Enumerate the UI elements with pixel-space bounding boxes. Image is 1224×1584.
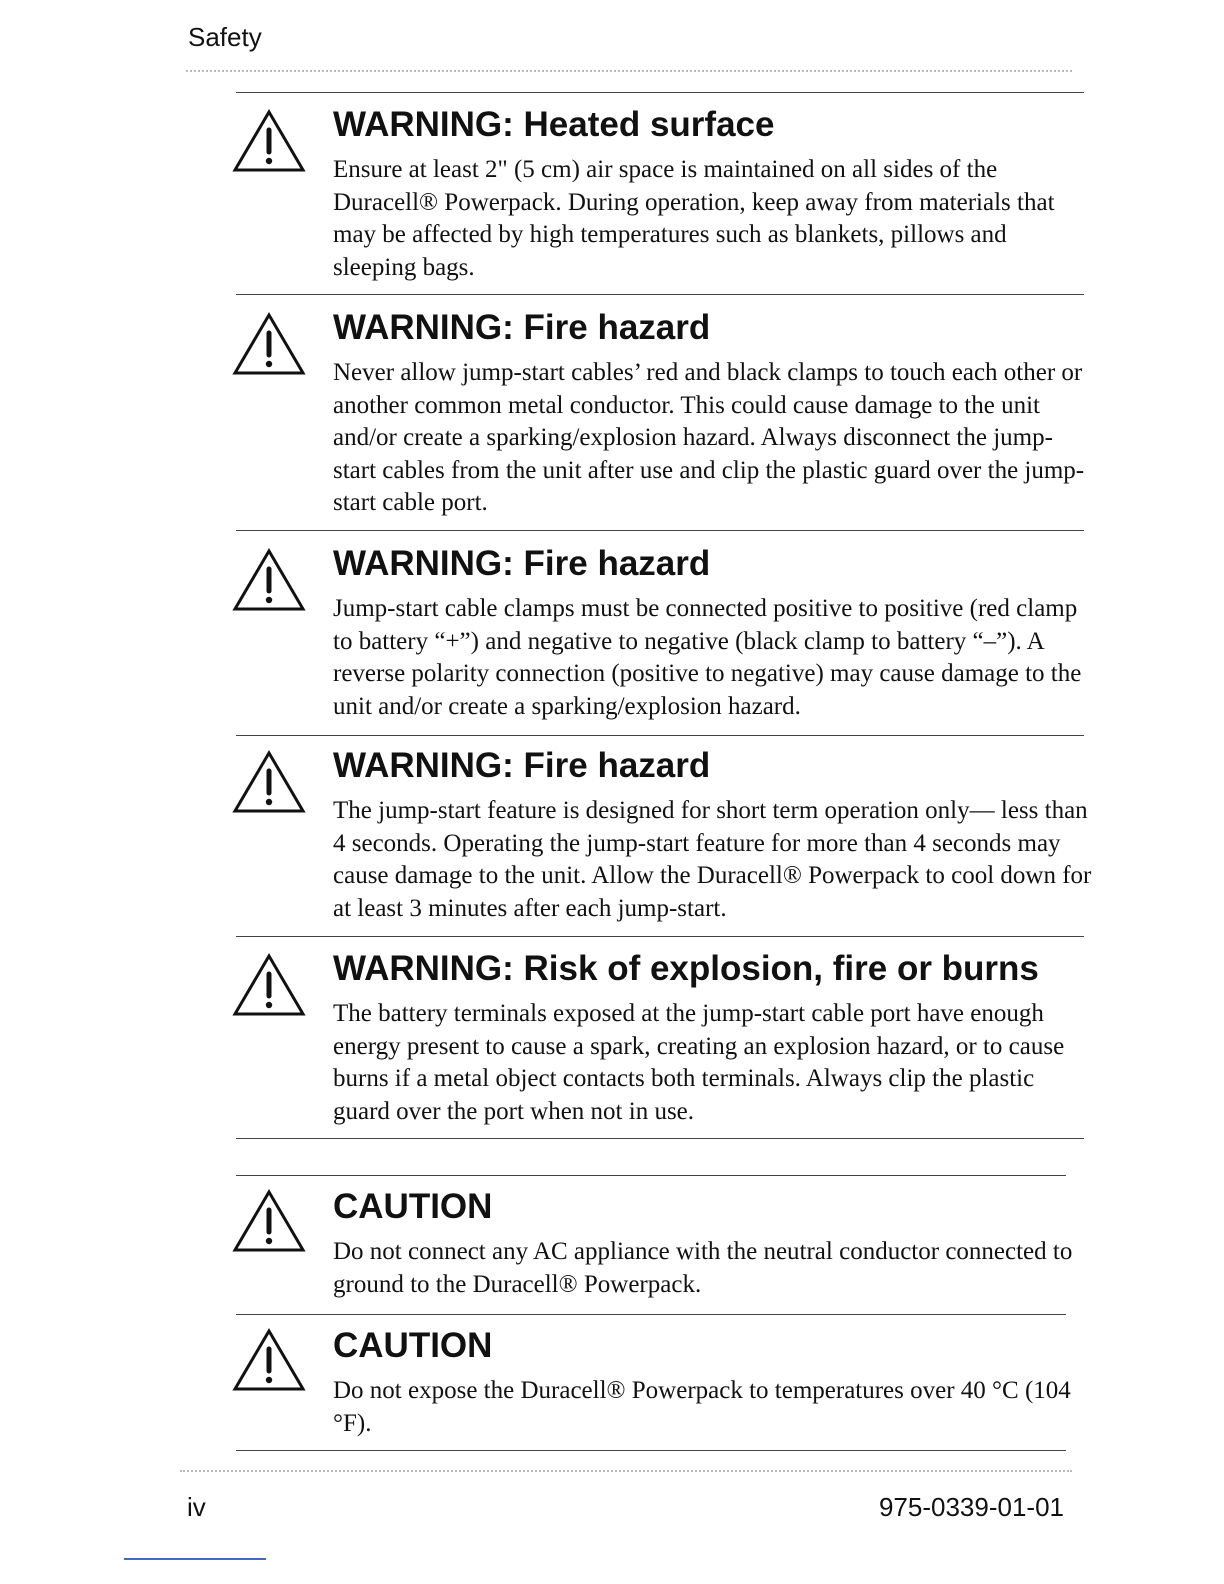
divider <box>236 1175 1066 1176</box>
section-label: Safety <box>188 22 262 52</box>
notice-title: CAUTION <box>333 1326 493 1365</box>
notice-title: WARNING: Heated surface <box>333 105 775 144</box>
notice-body: Do not expose the Duracell® Powerpack to temperatures over 40 °C (104 °F). <box>333 1377 1071 1437</box>
warning-triangle-icon <box>232 1327 306 1393</box>
notice-body: The jump-start feature is designed for short term operation only— less than 4 seconds. Operating the jump-start feature for more than 4 seconds may cause damage to the unit. Allow the Duracell® Powerpack to cool down for at least 3 minutes after each jump-start. <box>333 797 1092 922</box>
divider <box>236 294 1084 295</box>
divider <box>236 1138 1084 1139</box>
warning-triangle-icon <box>232 108 306 174</box>
divider <box>236 936 1084 937</box>
notice-body: Never allow jump-start cables’ red and black clamps to touch each other or another common metal conductor. This could cause damage to the unit and/or create a sparking/explosion hazard. Always disconnect the jump-start cables from the unit after use and clip the plastic guard over the jump-start cable port. <box>333 359 1085 516</box>
divider <box>236 1314 1066 1315</box>
warning-triangle-icon <box>232 311 306 377</box>
notice-title: WARNING: Fire hazard <box>333 544 711 583</box>
divider <box>236 1450 1066 1451</box>
footer-dotted-divider <box>180 1470 1072 1472</box>
notice-title: WARNING: Fire hazard <box>333 308 711 347</box>
document-number: 975-0339-01-01 <box>878 1492 1064 1522</box>
notice-body: The battery terminals exposed at the jump-start cable port have enough energy present to cause a spark, creating an explosion hazard, or to cause burns if a metal object contacts both terminals. Always clip the plastic guard over the port when not in use. <box>333 1000 1065 1125</box>
notice-title: WARNING: Fire hazard <box>333 746 711 785</box>
warning-triangle-icon <box>232 749 306 815</box>
notice-body: Do not connect any AC appliance with the neutral conductor connected to ground to the Duracell® Powerpack. <box>333 1238 1073 1298</box>
warning-triangle-icon <box>232 952 306 1018</box>
notice-body: Ensure at least 2" (5 cm) air space is maintained on all sides of the Duracell® Powerpack. During operation, keep away from materials that may be affected by high temperatures such as blankets, pillows and sleeping bags. <box>333 156 1055 281</box>
divider <box>236 530 1084 531</box>
divider <box>236 92 1084 93</box>
page-number: iv <box>187 1492 206 1522</box>
warning-triangle-icon <box>232 547 306 613</box>
header-dotted-divider <box>186 70 1072 72</box>
divider <box>236 735 1084 736</box>
footer-accent-line <box>124 1558 266 1560</box>
notice-title: WARNING: Risk of explosion, fire or burns <box>333 949 1039 988</box>
warning-triangle-icon <box>232 1188 306 1254</box>
notice-body: Jump-start cable clamps must be connected positive to positive (red clamp to battery “+”) and negative to negative (black clamp to battery “–”). A reverse polarity connection (positive to negative) may cause damage to the unit and/or create a sparking/explosion hazard. <box>333 595 1082 720</box>
notice-title: CAUTION <box>333 1187 493 1226</box>
